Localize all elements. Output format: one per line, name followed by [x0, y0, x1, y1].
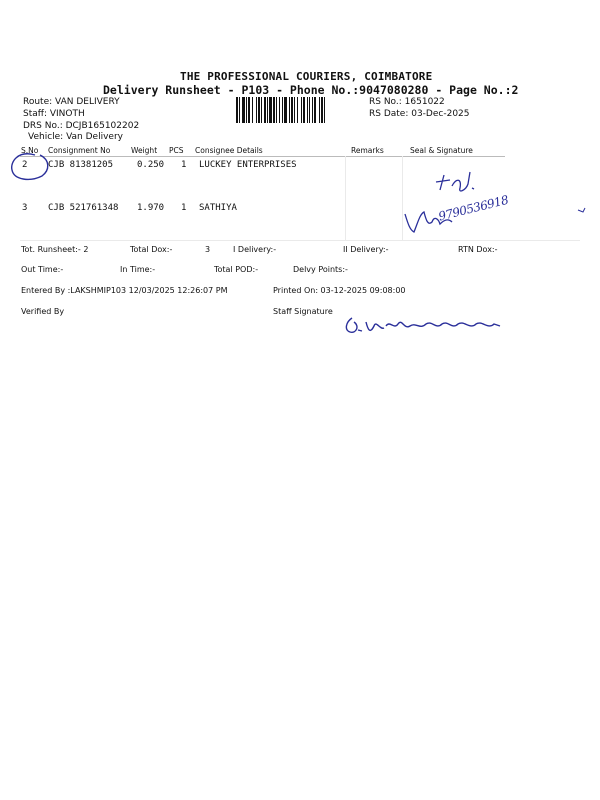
company-name: THE PROFESSIONAL COURIERS, COIMBATORE — [180, 70, 433, 83]
table-row-2-pcs: 1 — [181, 203, 187, 213]
in-time: In Time:- — [120, 265, 156, 274]
col-consignee: Consignee Details — [195, 146, 263, 155]
staff-signature — [346, 318, 500, 332]
entered-by: Entered By :LAKSHMIP103 12/03/2025 12:26:07 PM — [21, 286, 228, 295]
table-row-1-sno: 2 — [22, 160, 28, 170]
verified-by: Verified By — [21, 307, 65, 316]
total-dox-value: 3 — [205, 245, 211, 254]
staff-signature-label: Staff Signature — [273, 307, 333, 316]
pen-tick-mark — [578, 208, 585, 212]
out-time: Out Time:- — [21, 265, 64, 274]
handwritten-phone: 9790536918 — [437, 192, 510, 224]
col-remarks: Remarks — [351, 146, 384, 155]
delvy-points: Delvy Points:- — [293, 265, 348, 274]
tot-runsheet: Tot. Runsheet:- 2 — [21, 245, 89, 254]
printed-on: Printed On: 03-12-2025 09:08:00 — [273, 286, 406, 295]
rs-date: RS Date: 03-Dec-2025 — [369, 109, 470, 119]
pen-circle-mark — [12, 154, 48, 180]
col-sno: S.No — [21, 146, 39, 155]
table-row-2-consignment: CJB 521761348 — [48, 203, 119, 213]
signature-row-2 — [405, 212, 452, 232]
table-row-2-consignee: SATHIYA — [199, 203, 237, 213]
col-weight: Weight — [131, 146, 158, 155]
table-row-1-consignee: LUCKEY ENTERPRISES — [199, 160, 297, 170]
rtn-dox: RTN Dox:- — [458, 245, 498, 254]
total-pod: Total POD:- — [214, 265, 259, 274]
table-row-1-weight: 0.250 — [137, 160, 165, 170]
runsheet-title: Delivery Runsheet - P103 - Phone No.:9047080280 - Page No.:2 — [103, 83, 519, 97]
ii-delivery: II Delivery:- — [343, 245, 389, 254]
table-row-1-pcs: 1 — [181, 160, 187, 170]
table-row-2-sno: 3 — [22, 203, 28, 213]
table-row-2-weight: 1.970 — [137, 203, 165, 213]
col-seal: Seal & Signature — [410, 146, 473, 155]
rs-number: RS No.: 1651022 — [369, 97, 445, 107]
col-pcs: PCS — [169, 146, 184, 155]
drs-number: DRS No.: DCJB165102202 — [23, 121, 140, 131]
signature-row-1 — [436, 172, 474, 191]
i-delivery: I Delivery:- — [233, 245, 277, 254]
staff-label: Staff: VINOTH — [23, 109, 85, 119]
route-label: Route: VAN DELIVERY — [23, 97, 120, 107]
table-row-1-consignment: CJB 81381205 — [48, 160, 114, 170]
vehicle-label: Vehicle: Van Delivery — [28, 132, 123, 142]
col-consignment: Consignment No — [48, 146, 111, 155]
total-dox-label: Total Dox:- — [130, 245, 173, 254]
